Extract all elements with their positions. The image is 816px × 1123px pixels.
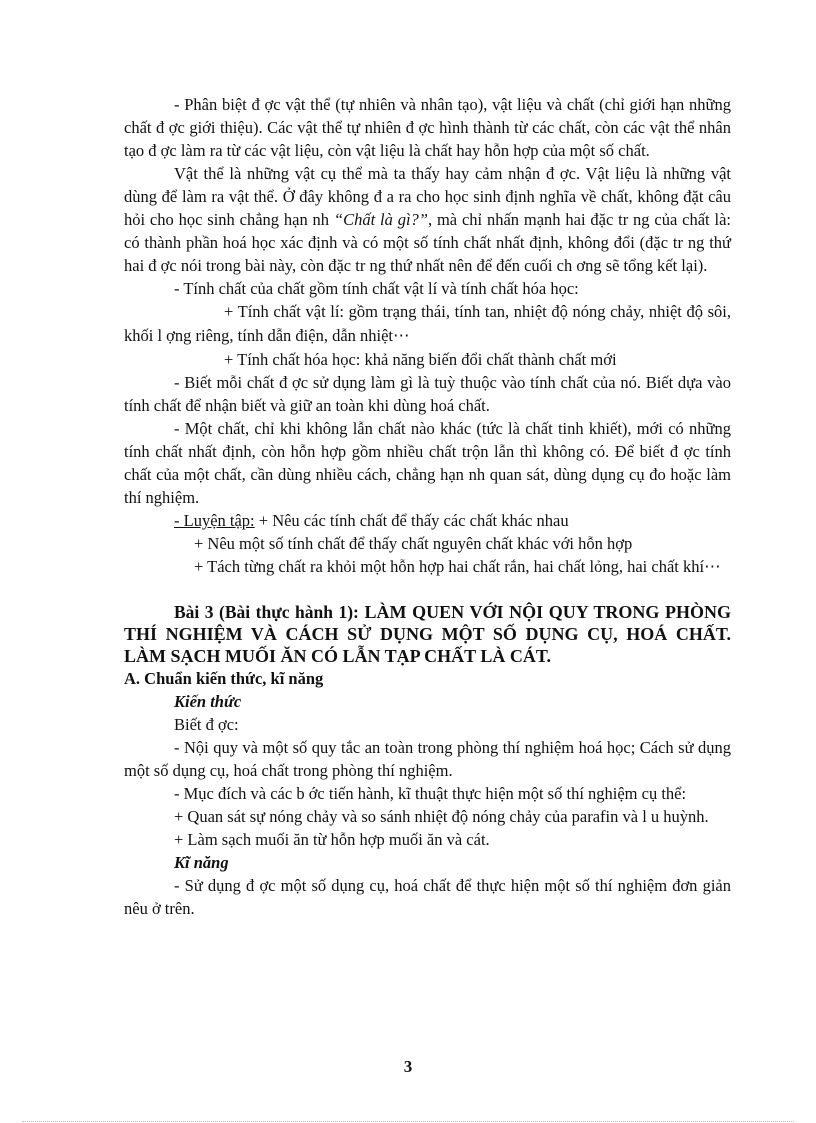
knowledge-item-melting: + Quan sát sự nóng chảy và so sánh nhiệt độ nóng chảy của parafin và l u huỳnh. bbox=[174, 807, 709, 826]
practice-label: - Luyện tập: bbox=[174, 511, 255, 530]
lesson-heading-lead: Bài 3 (Bài thực hành 1): bbox=[174, 602, 359, 622]
skills-item-tools: - Sử dụng đ ợc một số dụng cụ, hoá chất để thực hiện một số thí nghiệm đơn giản nêu ở trên. bbox=[124, 876, 731, 918]
paragraph-pure-substance: - Một chất, chỉ khi không lẫn chất nào khác (tức là chất tinh khiết), mới có những tính chất nhất định, còn hỗn hợp gồm nhiều chất trộn lẫn thì không có. Để biết đ ợc tính chất của một chất, cần dùng nhiều cách, chẳng hạn nh quan sát, dùng dụng cụ đo hoặc làm thí nghiệm. bbox=[124, 419, 731, 507]
paragraph-objects-materials: - Phân biệt đ ợc vật thể (tự nhiên và nhân tạo), vật liệu và chất (chỉ giới hạn những chất đ ợc giới thiệu). Các vật thể tự nhiên đ ợc hình thành từ các chất, còn các vật thể nhân tạo đ ợc làm ra từ các vật liệu, còn vật liệu là chất hay hỗn hợp của một số chất. bbox=[124, 95, 731, 160]
practice-text: + Nêu các tính chất để thấy các chất khác nhau bbox=[254, 511, 569, 530]
page-bottom-divider bbox=[22, 1121, 794, 1122]
page-content bbox=[124, 93, 731, 920]
paragraph-material-definition bbox=[124, 162, 731, 277]
section-a-heading: A. Chuẩn kiến thức, kĩ năng bbox=[124, 669, 324, 688]
lesson-heading bbox=[124, 601, 731, 667]
quoted-question: “Chất là gì?” bbox=[333, 210, 428, 229]
skills-heading: Kĩ năng bbox=[174, 853, 229, 872]
paragraph-practice bbox=[124, 509, 731, 532]
paragraph-properties-intro: - Tính chất của chất gồm tính chất vật lí và tính chất hóa học: bbox=[174, 279, 579, 298]
paragraph-practice-3: + Tách từng chất ra khỏi một hỗn hợp hai chất rắn, hai chất lỏng, hai chất khí⋯ bbox=[194, 557, 721, 576]
knowledge-item-salt: + Làm sạch muối ăn từ hỗn hợp muối ăn và cát. bbox=[174, 830, 490, 849]
paragraph-practice-2: + Nêu một số tính chất để thấy chất nguyên chất khác với hỗn hợp bbox=[194, 534, 633, 553]
knowledge-intro: Biết đ ợc: bbox=[174, 715, 239, 734]
page-number: 3 bbox=[403, 1057, 413, 1076]
knowledge-heading: Kiến thức bbox=[174, 692, 242, 711]
paragraph-text: Vật thể là những vật cụ thể mà ta thấy hay cảm nhận đ ợc. Vật liệu là những vật dùng để làm ra vật thể. Ở đây không đ a ra cho học sinh định nghĩa về chất, không đặt câu hỏi cho học sinh chẳng hạn nh bbox=[124, 164, 731, 229]
lesson-heading-title: LÀM QUEN VỚI NỘI QUY TRONG PHÒNG THÍ NGHIỆM VÀ CÁCH SỬ DỤNG MỘT SỐ DỤNG CỤ, HOÁ CHẤT. LÀM SẠCH MUỐI ĂN CÓ LẪN TẠP CHẤT LÀ CÁT. bbox=[124, 602, 731, 666]
spacer bbox=[124, 579, 731, 601]
paragraph-chemical-properties: + Tính chất hóa học: khả năng biến đổi chất thành chất mới bbox=[224, 350, 617, 369]
paragraph-text: , mà chỉ nhấn mạnh hai đặc tr ng của chất là: có thành phần hoá học xác định và có một số tính chất nhất định, không đổi (đặc tr ng thứ hai đ ợc nói trong bài này, còn đặc tr ng thứ nhất nên để đến cuối ch ơng sẽ tổng kết lại). bbox=[124, 210, 731, 275]
paragraph-physical-properties: + Tính chất vật lí: gồm trạng thái, tính tan, nhiệt độ nóng chảy, nhiệt độ sôi, khối l ợng riêng, tính dẫn điện, dẫn nhiệt⋯ bbox=[124, 302, 731, 345]
knowledge-item-purpose: - Mục đích và các b ớc tiến hành, kĩ thuật thực hiện một số thí nghiệm cụ thể: bbox=[174, 784, 687, 803]
knowledge-item-rules: - Nội quy và một số quy tắc an toàn trong phòng thí nghiệm hoá học; Cách sử dụng một số dụng cụ, hoá chất trong phòng thí nghiệm. bbox=[124, 738, 731, 780]
paragraph-usage: - Biết mỗi chất đ ợc sử dụng làm gì là tuỳ thuộc vào tính chất của nó. Biết dựa vào tính chất để nhận biết và giữ an toàn khi dùng hoá chất. bbox=[124, 373, 731, 415]
